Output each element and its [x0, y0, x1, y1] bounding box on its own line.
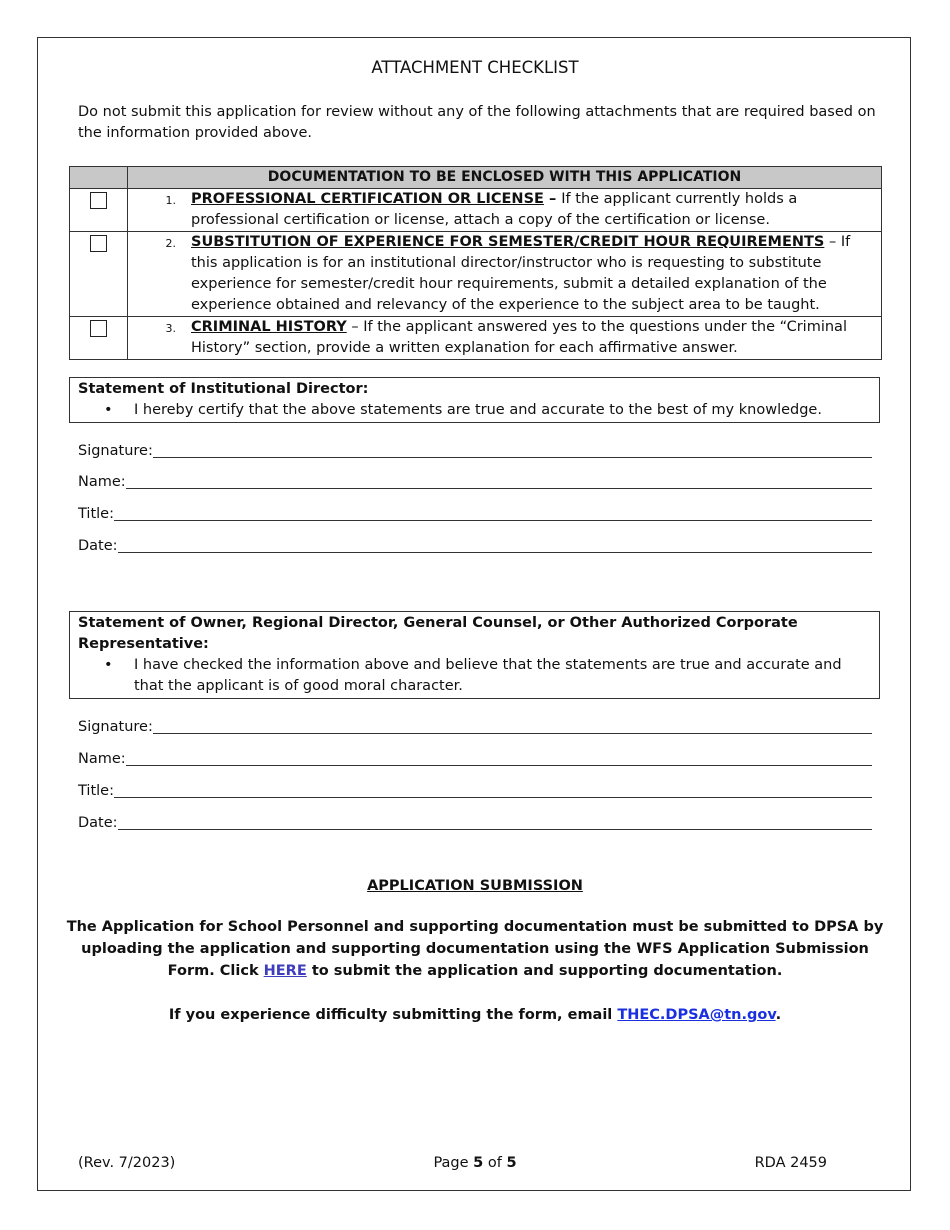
page-title: ATTACHMENT CHECKLIST — [371, 58, 579, 77]
director-title-field — [78, 505, 872, 523]
field-label: Title: — [78, 783, 114, 799]
field-label: Signature: — [78, 719, 153, 735]
intro-text: Do not submit this application for review without any of the following attachments that are required based on the information provided above. — [78, 104, 876, 141]
checkbox-cell — [70, 317, 128, 360]
form-id: RDA 2459 — [754, 1155, 827, 1171]
item-cell — [128, 189, 882, 232]
criminal-history-checkbox[interactable] — [90, 320, 107, 337]
attachment-table — [69, 166, 882, 360]
item-separator: – — [824, 234, 841, 250]
owner-name-input[interactable] — [126, 751, 872, 766]
item-separator: – — [543, 191, 562, 207]
owner-title-field — [78, 782, 872, 800]
owner-signature-input[interactable] — [153, 719, 872, 734]
field-label: Date: — [78, 815, 118, 831]
bullet-icon: • — [104, 657, 113, 673]
item-separator: – — [346, 319, 364, 335]
professional-cert-checkbox[interactable] — [90, 192, 107, 209]
bullet-icon: • — [104, 402, 113, 418]
revision-date: (Rev. 7/2023) — [78, 1155, 176, 1171]
director-name-field — [78, 473, 872, 491]
submission-title: APPLICATION SUBMISSION — [367, 878, 583, 894]
submission-here-link[interactable]: HERE — [263, 963, 307, 979]
field-label: Date: — [78, 538, 118, 554]
submission-instructions — [65, 916, 885, 982]
page-label: Page — [433, 1155, 474, 1171]
field-label: Title: — [78, 506, 114, 522]
of-label: of — [483, 1155, 507, 1171]
submission-text: The Application for School Personnel and supporting documentation must be submitted to DPSA by uploading the application and supporting documentation using the WFS Application Submission Form. Click — [66, 919, 884, 979]
help-text-end: . — [775, 1007, 782, 1023]
director-statement-heading: Statement of Institutional Director: — [78, 381, 369, 397]
application-submission-section — [0, 878, 950, 1026]
director-statement-box — [69, 377, 880, 423]
owner-date-input[interactable] — [118, 815, 872, 830]
item-title: PROFESSIONAL CERTIFICATION OR LICENSE — [191, 191, 544, 207]
submission-help — [0, 1004, 950, 1026]
item-cell — [128, 232, 882, 317]
help-text: If you experience difficulty submitting the form, email — [168, 1007, 618, 1023]
item-text: If the applicant answered yes to the questions under the “Criminal History” section, provide a written explanation for each affirmative answer. — [191, 319, 847, 356]
item-title: CRIMINAL HISTORY — [191, 319, 347, 335]
submission-text-end: to submit the application and supporting documentation. — [306, 963, 783, 979]
director-statement-text: I hereby certify that the above statements are true and accurate to the best of my knowledge. — [134, 402, 822, 418]
item-text: If the applicant currently holds a professional certification or license, attach a copy of the certification or license. — [191, 191, 798, 228]
item-number: 3. — [165, 322, 176, 335]
table-row — [70, 317, 882, 360]
item-text: If this application is for an institutional director/instructor who is requesting to substitute experience for semester/credit hour requirements, submit a detailed explanation of the experience obtained and relevancy of the experience to the subject area to be taught. — [191, 234, 851, 313]
field-label: Signature: — [78, 443, 153, 459]
current-page: 5 — [473, 1155, 484, 1171]
table-header-row — [70, 167, 882, 189]
email-link[interactable]: THEC.DPSA@tn.gov — [617, 1007, 776, 1023]
director-signature-input[interactable] — [153, 443, 872, 458]
checkbox-column-header — [70, 167, 128, 189]
total-pages: 5 — [506, 1155, 517, 1171]
item-cell — [128, 317, 882, 360]
field-label: Name: — [78, 474, 126, 490]
item-number: 1. — [165, 194, 176, 207]
owner-title-input[interactable] — [114, 783, 872, 798]
item-number: 2. — [165, 237, 176, 250]
owner-name-field — [78, 750, 872, 768]
table-row — [70, 189, 882, 232]
director-signature-field — [78, 442, 872, 460]
field-label: Name: — [78, 751, 126, 767]
documentation-header: DOCUMENTATION TO BE ENCLOSED WITH THIS APPLICATION — [128, 167, 882, 189]
director-date-input[interactable] — [118, 538, 872, 553]
owner-statement-heading: Statement of Owner, Regional Director, General Counsel, or Other Authorized Corporate Representative: — [78, 615, 798, 652]
director-name-input[interactable] — [126, 474, 872, 489]
owner-statement-box — [69, 611, 880, 699]
item-title: SUBSTITUTION OF EXPERIENCE FOR SEMESTER/CREDIT HOUR REQUIREMENTS — [191, 234, 825, 250]
director-title-input[interactable] — [114, 506, 872, 521]
table-row — [70, 232, 882, 317]
director-date-field — [78, 537, 872, 555]
owner-statement-text: I have checked the information above and believe that the statements are true and accurate and that the applicant is of good moral character. — [134, 657, 842, 694]
substitution-experience-checkbox[interactable] — [90, 235, 107, 252]
checkbox-cell — [70, 232, 128, 317]
owner-date-field — [78, 814, 872, 832]
owner-signature-field — [78, 718, 872, 736]
checkbox-cell — [70, 189, 128, 232]
